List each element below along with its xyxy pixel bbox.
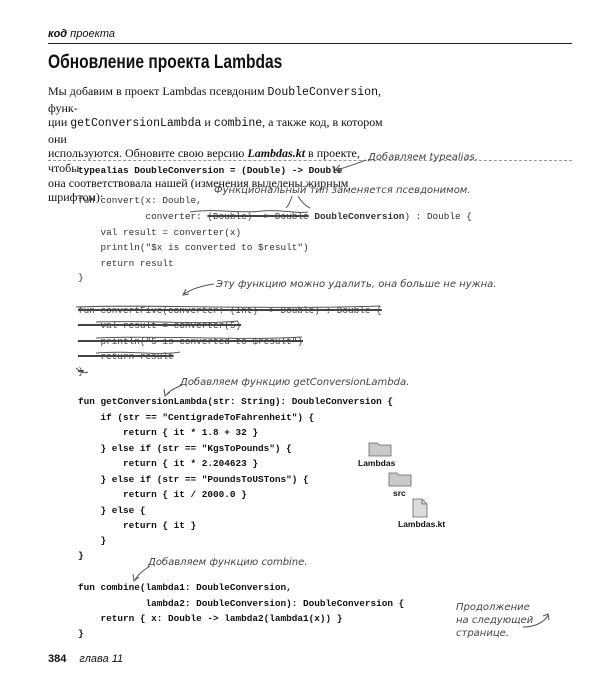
code-line: } else if (str == "KgsToPounds") { [78,443,292,454]
code-line: return { it * 2.204623 } [78,458,259,469]
note-typealias: Добавляем typealias. [368,152,478,163]
code-removed-line: println("5 is converted to $result") [78,336,304,347]
intro-code-typealias: DoubleConversion [267,86,378,99]
code-line: return { it } [78,520,197,531]
tree-src-label: src [393,488,406,498]
code-line: fun convert(x: Double, [78,195,202,206]
code-line: } [78,535,107,546]
intro-text: ции [48,115,71,130]
chapter-label: глава 11 [79,653,124,665]
intro-text: в проекте, чтобы [48,146,360,175]
page-title: Обновление проекта Lambdas [48,52,283,73]
code-removed-line: val result = converter(5) [78,320,242,331]
header-rest: проекта [70,28,116,40]
intro-text: и [201,115,214,130]
note-replaced: Функциональный тип заменяется псевдонимом. [214,185,471,196]
code-line: return { x: Double -> lambda2(lambda1(x)) } [78,613,343,624]
code-new-type: DoubleConversion [308,211,405,222]
intro-code-getconversion: getConversionLambda [70,117,202,131]
note-getconversion: Добавляем функцию getConversionLambda. [180,377,410,388]
page-number: 384 [48,653,67,665]
code-struck-type: (Double) -> Double [207,211,309,222]
intro-text: она соответствовала нашей (изменения выделены жирным шрифтом): [48,175,349,205]
note-continued-line: Продолжение [456,602,530,613]
tree-root-label: Lambdas [358,458,396,468]
code-line: return { it * 1.8 + 32 } [78,427,259,438]
code-line: return { it / 2000.0 } [78,489,247,500]
intro-text: Мы добавим в проект Lambdas псевдоним [48,84,268,98]
note-continued-line: на следующей [456,615,534,626]
code-line: } [78,628,84,639]
code-line: } [78,272,84,283]
code-getconversion: fun getConversionLambda(str: String): DoubleConversion { [78,396,394,407]
tree-file-label: Lambdas.kt [398,519,446,529]
code-line: if (str == "CentigradeToFahrenheit") { [78,412,315,423]
code-line: println("$x is converted to $result") [78,242,309,253]
page-footer [48,653,123,665]
intro-filename: Lambdas.kt [247,146,306,161]
code-line: } else { [78,505,146,516]
note-remove: Эту функцию можно удалить, она больше не нужна. [216,279,497,290]
intro-code-combine: combine [213,117,263,131]
intro-text: используются. Обновите свою версию [48,146,248,161]
code-line: lambda2: DoubleConversion): DoubleConversion { [78,598,405,609]
intro-text: , функ- [48,84,381,115]
code-line: val result = converter(x) [78,227,242,238]
code-fragment: converter: [78,211,208,222]
code-combine: fun combine(lambda1: DoubleConversion, [78,582,292,593]
code-removed-line: return result [78,351,174,362]
note-combine: Добавляем функцию combine. [148,557,308,568]
code-removed-line: fun convertFive(converter: (Int) -> Double) : Double { [78,305,382,316]
code-fragment: ) : Double { [404,211,472,222]
intro-text: , а также код, в котором они [48,115,383,146]
code-removed-line: } [78,366,84,377]
code-typealias: typealias DoubleConversion = (Double) -> Double [78,165,343,176]
note-continued-line: странице. [456,628,509,639]
code-line: } else if (str == "PoundsToUSTons") { [78,474,309,485]
code-line: } [78,550,84,561]
code-line: return result [78,258,174,269]
header-bold: код [48,28,68,40]
